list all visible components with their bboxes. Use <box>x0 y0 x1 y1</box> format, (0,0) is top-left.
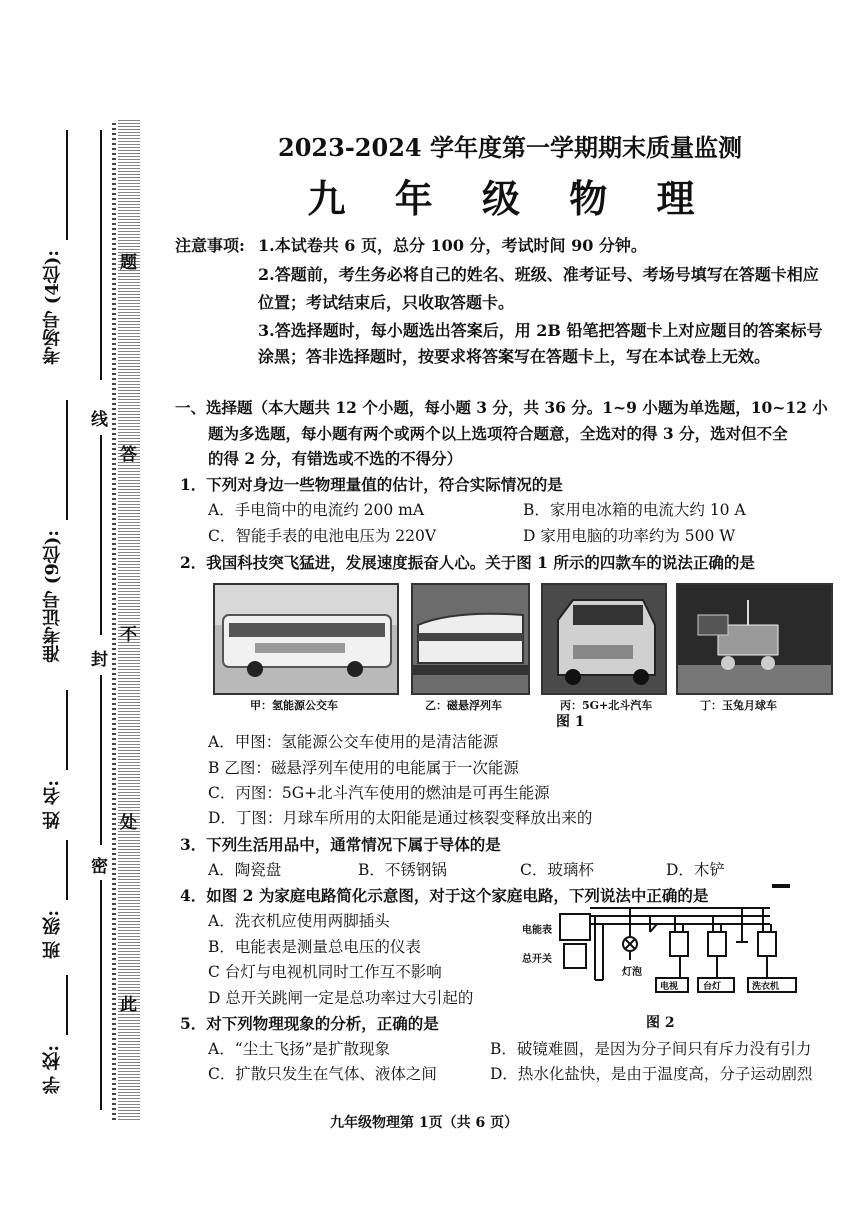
desk-lamp-label: 台灯 <box>703 982 722 992</box>
school-blank-line <box>66 975 68 1035</box>
household-circuit-diagram <box>520 880 840 1010</box>
name-blank-line <box>66 690 68 770</box>
q4-option-c: C 台灯与电视机同时工作互不影响 <box>208 963 442 981</box>
caption-rover: 丁：玉兔月球车 <box>700 699 777 712</box>
section-1-line-1: 一、选择题（本大题共 12 个小题，每小题 3 分，共 36 分。1~9 小题为单选题，10~12 小 <box>175 398 828 417</box>
admission-label: 准考证号 (9位): <box>42 530 63 663</box>
seal-word-line: 线 <box>91 410 108 430</box>
room-blank-line <box>66 130 68 240</box>
q4-option-d: D 总开关跳闸一定是总功率过大引起的 <box>208 989 474 1007</box>
figure-2-label: 图 2 <box>646 1015 675 1031</box>
washer-label: 洗衣机 <box>752 982 780 992</box>
seal-rule-4 <box>100 880 102 1110</box>
note-3b: 涂黑；答非选择题时，按要求将答案写在答题卡上，写在本试卷上无效。 <box>258 347 771 366</box>
maglev-train-photo <box>411 583 530 695</box>
seal-inner-5: 此 <box>120 995 137 1015</box>
seal-rule-2 <box>100 435 102 635</box>
hydrogen-bus-photo <box>213 583 399 695</box>
q5-option-c: C．扩散只发生在气体、液体之间 <box>208 1065 437 1083</box>
q3-option-a: A．陶瓷盘 <box>208 861 282 879</box>
school-label: 学 校: <box>42 1045 63 1094</box>
seal-word-seal: 封 <box>91 650 108 670</box>
circuit-svg <box>520 880 840 1010</box>
q4-stem: 4．如图 2 为家庭电路简化示意图，对于这个家庭电路，下列说法中正确的是 <box>180 886 709 905</box>
class-label: 班 级: <box>42 910 63 959</box>
note-2a: 2.答题前，考生务必将自己的姓名、班级、准考证号、考场号填写在答题卡相应 <box>258 265 819 284</box>
q4-option-b: B．电能表是测量总电压的仪表 <box>208 938 421 956</box>
q2-option-a: A．甲图：氢能源公交车使用的是清洁能源 <box>208 733 499 751</box>
tv-label: 电视 <box>660 982 679 992</box>
lamp-label: 灯泡 <box>622 967 642 978</box>
q2-stem: 2．我国科技突飞猛进，发展速度振奋人心。关于图 1 所示的四款车的说法正确的是 <box>180 553 755 572</box>
section-1-line-3: 的得 2 分，有错选或不选的不得分） <box>208 449 463 468</box>
q1-option-b: B．家用电冰箱的电流大约 10 A <box>523 501 746 519</box>
q5-option-a: A．“尘土飞扬”是扩散现象 <box>208 1040 391 1058</box>
binding-margin <box>0 0 150 1227</box>
q3-option-c: C．玻璃杯 <box>520 861 594 879</box>
note-3a: 3.答选择题时，每小题选出答案后，用 2B 铅笔把答题卡上对应题目的答案标号 <box>258 321 823 340</box>
q5-stem: 5．对下列物理现象的分析，正确的是 <box>180 1014 439 1033</box>
name-label: 姓 名: <box>42 780 63 829</box>
admission-blank-line <box>66 400 68 520</box>
exam-title: 2023-2024 学年度第一学期期末质量监测 <box>278 133 742 162</box>
caption-maglev: 乙：磁悬浮列车 <box>425 699 502 712</box>
page-footer: 九年级物理第 1页（共 6 页） <box>330 1115 519 1131</box>
q1-option-d: D 家用电脑的功率约为 500 W <box>523 527 736 545</box>
note-1: 1.本试卷共 6 页，总分 100 分，考试时间 90 分钟。 <box>258 236 647 255</box>
q1-stem: 1．下列对身边一些物理量值的估计，符合实际情况的是 <box>180 475 563 494</box>
moon-rover-photo <box>676 583 833 695</box>
q3-option-d: D．木铲 <box>666 861 725 879</box>
note-2b: 位置；考试结束后，只收取答题卡。 <box>258 293 515 312</box>
caption-bus: 甲：氢能源公交车 <box>250 699 338 712</box>
seal-inner-4: 处 <box>120 813 137 833</box>
seal-word-secret: 密 <box>91 857 108 877</box>
q3-option-b: B．不锈钢锅 <box>358 861 447 879</box>
section-1-line-2: 题为多选题，每小题有两个或两个以上选项符合题意，全选对的得 3 分，选对但不全 <box>208 424 788 443</box>
q5-option-d: D．热水化盐快，是由于温度高，分子运动剧烈 <box>490 1065 813 1083</box>
seal-line-dashes <box>112 120 116 1120</box>
figure-1-label: 图 1 <box>556 714 585 730</box>
subject-title: 九 年 级 物 理 <box>307 176 713 221</box>
q2-option-c: C．丙图：5G+北斗汽车使用的燃油是可再生能源 <box>208 784 550 802</box>
beidou-car-photo <box>541 583 667 695</box>
room-label: 考场号 (4位): <box>42 250 63 365</box>
caption-car: 丙：5G+北斗汽车 <box>560 699 653 712</box>
q2-option-d: D．丁图：月球车所用的太阳能是通过核裂变释放出来的 <box>208 809 593 827</box>
q1-option-a: A．手电筒中的电流约 200 mA <box>208 501 425 519</box>
seal-rule-1 <box>100 130 102 380</box>
q3-stem: 3．下列生活用品中，通常情况下属于导体的是 <box>180 835 501 854</box>
seal-rule-3 <box>100 675 102 845</box>
notes-label: 注意事项: <box>175 236 245 255</box>
q4-option-a: A．洗衣机应使用两脚插头 <box>208 912 390 930</box>
q1-option-c: C．智能手表的电池电压为 220V <box>208 527 437 545</box>
switch-label: 总开关 <box>522 954 552 965</box>
q2-option-b: B 乙图：磁悬浮列车使用的电能属于一次能源 <box>208 759 519 777</box>
seal-inner-2: 答 <box>120 445 137 465</box>
seal-inner-3: 不 <box>120 625 137 645</box>
class-blank-line <box>66 840 68 900</box>
q5-option-b: B．破镜难圆，是因为分子间只有斥力没有引力 <box>490 1040 812 1058</box>
seal-inner-1: 题 <box>120 253 137 273</box>
meter-label: 电能表 <box>522 925 552 936</box>
